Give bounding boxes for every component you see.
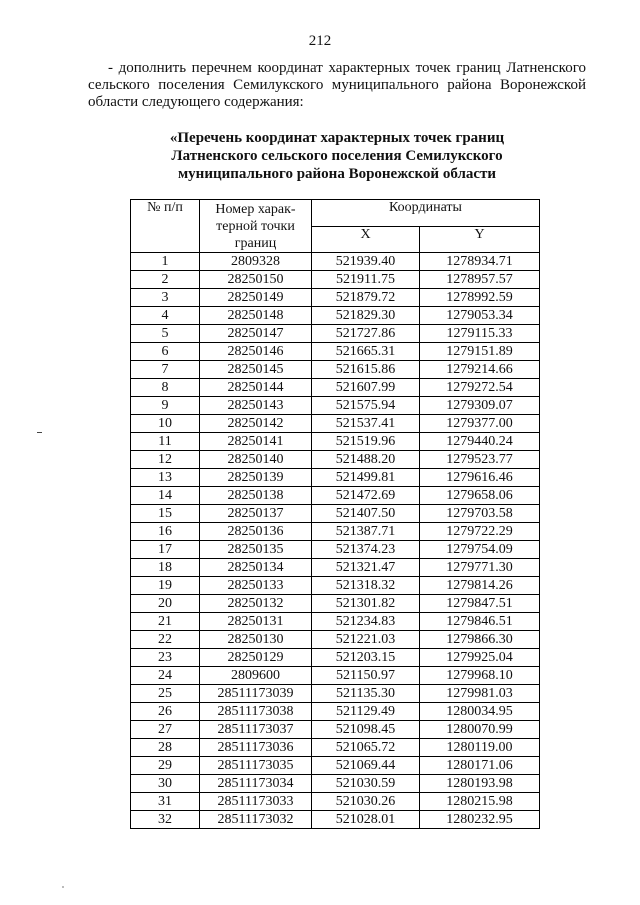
cell-point: 28511173033 bbox=[200, 793, 312, 811]
cell-point: 28511173035 bbox=[200, 757, 312, 775]
cell-x: 521607.99 bbox=[312, 379, 420, 397]
coordinates-table bbox=[130, 199, 540, 829]
cell-y: 1280034.95 bbox=[420, 703, 540, 721]
cell-num: 10 bbox=[131, 415, 200, 433]
table-row bbox=[131, 253, 540, 271]
cell-point: 28250141 bbox=[200, 433, 312, 451]
document-title bbox=[88, 129, 586, 183]
table-row bbox=[131, 595, 540, 613]
cell-y: 1279722.29 bbox=[420, 523, 540, 541]
cell-point: 28250135 bbox=[200, 541, 312, 559]
header-point: Номер характерной точки границ bbox=[200, 200, 312, 253]
cell-point: 28250150 bbox=[200, 271, 312, 289]
cell-y: 1279814.26 bbox=[420, 577, 540, 595]
table-row bbox=[131, 325, 540, 343]
cell-num: 14 bbox=[131, 487, 200, 505]
cell-point: 28511173032 bbox=[200, 811, 312, 829]
cell-num: 18 bbox=[131, 559, 200, 577]
cell-point: 28511173037 bbox=[200, 721, 312, 739]
cell-y: 1279440.24 bbox=[420, 433, 540, 451]
cell-num: 11 bbox=[131, 433, 200, 451]
cell-num: 20 bbox=[131, 595, 200, 613]
cell-x: 521221.03 bbox=[312, 631, 420, 649]
table-row bbox=[131, 451, 540, 469]
cell-num: 27 bbox=[131, 721, 200, 739]
cell-num: 23 bbox=[131, 649, 200, 667]
table-row bbox=[131, 523, 540, 541]
cell-point: 28511173036 bbox=[200, 739, 312, 757]
table-row bbox=[131, 343, 540, 361]
cell-point: 28250145 bbox=[200, 361, 312, 379]
cell-point: 28250147 bbox=[200, 325, 312, 343]
cell-num: 9 bbox=[131, 397, 200, 415]
cell-point: 28250134 bbox=[200, 559, 312, 577]
cell-x: 521318.32 bbox=[312, 577, 420, 595]
table-row bbox=[131, 379, 540, 397]
cell-x: 521030.59 bbox=[312, 775, 420, 793]
cell-y: 1280215.98 bbox=[420, 793, 540, 811]
cell-x: 521488.20 bbox=[312, 451, 420, 469]
cell-point: 28250144 bbox=[200, 379, 312, 397]
cell-x: 521301.82 bbox=[312, 595, 420, 613]
cell-x: 521129.49 bbox=[312, 703, 420, 721]
cell-y: 1279968.10 bbox=[420, 667, 540, 685]
cell-x: 521321.47 bbox=[312, 559, 420, 577]
cell-x: 521615.86 bbox=[312, 361, 420, 379]
table-row bbox=[131, 307, 540, 325]
header-y: Y bbox=[420, 226, 540, 253]
cell-num: 30 bbox=[131, 775, 200, 793]
cell-x: 521879.72 bbox=[312, 289, 420, 307]
table-body bbox=[131, 253, 540, 829]
cell-num: 1 bbox=[131, 253, 200, 271]
table-row bbox=[131, 757, 540, 775]
title-line-3: муниципального района Воронежской области bbox=[177, 166, 497, 182]
cell-point: 28511173039 bbox=[200, 685, 312, 703]
table-row bbox=[131, 433, 540, 451]
cell-point: 28250143 bbox=[200, 397, 312, 415]
cell-point: 2809328 bbox=[200, 253, 312, 271]
table-row bbox=[131, 469, 540, 487]
cell-y: 1279272.54 bbox=[420, 379, 540, 397]
cell-num: 8 bbox=[131, 379, 200, 397]
cell-y: 1279523.77 bbox=[420, 451, 540, 469]
cell-x: 521203.15 bbox=[312, 649, 420, 667]
cell-x: 521028.01 bbox=[312, 811, 420, 829]
cell-point: 28250130 bbox=[200, 631, 312, 649]
cell-y: 1278934.71 bbox=[420, 253, 540, 271]
cell-point: 28250140 bbox=[200, 451, 312, 469]
cell-point: 28250136 bbox=[200, 523, 312, 541]
cell-num: 5 bbox=[131, 325, 200, 343]
cell-x: 521135.30 bbox=[312, 685, 420, 703]
table-row bbox=[131, 703, 540, 721]
cell-x: 521575.94 bbox=[312, 397, 420, 415]
cell-y: 1279377.00 bbox=[420, 415, 540, 433]
cell-y: 1280070.99 bbox=[420, 721, 540, 739]
table-row bbox=[131, 541, 540, 559]
cell-y: 1279703.58 bbox=[420, 505, 540, 523]
table-row bbox=[131, 739, 540, 757]
cell-point: 28511173038 bbox=[200, 703, 312, 721]
title-line-1: «Перечень координат характерных точек границ bbox=[169, 130, 505, 146]
cell-y: 1278992.59 bbox=[420, 289, 540, 307]
cell-num: 24 bbox=[131, 667, 200, 685]
cell-point: 28250139 bbox=[200, 469, 312, 487]
cell-x: 521374.23 bbox=[312, 541, 420, 559]
cell-x: 521829.30 bbox=[312, 307, 420, 325]
cell-y: 1279309.07 bbox=[420, 397, 540, 415]
cell-point: 2809600 bbox=[200, 667, 312, 685]
cell-num: 15 bbox=[131, 505, 200, 523]
cell-num: 21 bbox=[131, 613, 200, 631]
cell-y: 1279771.30 bbox=[420, 559, 540, 577]
cell-num: 7 bbox=[131, 361, 200, 379]
cell-y: 1279754.09 bbox=[420, 541, 540, 559]
table-row bbox=[131, 793, 540, 811]
table-row bbox=[131, 667, 540, 685]
table-row bbox=[131, 559, 540, 577]
cell-y: 1280171.06 bbox=[420, 757, 540, 775]
cell-x: 521472.69 bbox=[312, 487, 420, 505]
cell-y: 1280119.00 bbox=[420, 739, 540, 757]
table-row bbox=[131, 361, 540, 379]
cell-x: 521911.75 bbox=[312, 271, 420, 289]
cell-y: 1279616.46 bbox=[420, 469, 540, 487]
cell-point: 28250148 bbox=[200, 307, 312, 325]
table-row bbox=[131, 505, 540, 523]
cell-x: 521519.96 bbox=[312, 433, 420, 451]
cell-num: 25 bbox=[131, 685, 200, 703]
cell-x: 521234.83 bbox=[312, 613, 420, 631]
cell-x: 521098.45 bbox=[312, 721, 420, 739]
table-row bbox=[131, 613, 540, 631]
cell-x: 521069.44 bbox=[312, 757, 420, 775]
cell-y: 1279981.03 bbox=[420, 685, 540, 703]
cell-point: 28250133 bbox=[200, 577, 312, 595]
cell-num: 6 bbox=[131, 343, 200, 361]
cell-y: 1280193.98 bbox=[420, 775, 540, 793]
table-row bbox=[131, 685, 540, 703]
cell-point: 28250146 bbox=[200, 343, 312, 361]
cell-num: 22 bbox=[131, 631, 200, 649]
cell-point: 28250138 bbox=[200, 487, 312, 505]
cell-point: 28250129 bbox=[200, 649, 312, 667]
page-number: 212 bbox=[308, 33, 332, 49]
header-num: № п/п bbox=[131, 200, 200, 253]
margin-mark bbox=[37, 432, 42, 433]
cell-y: 1280232.95 bbox=[420, 811, 540, 829]
cell-y: 1279214.66 bbox=[420, 361, 540, 379]
title-line-2: Латненского сельского поселения Семилукского bbox=[171, 148, 503, 164]
cell-y: 1279151.89 bbox=[420, 343, 540, 361]
table-row bbox=[131, 721, 540, 739]
cell-num: 4 bbox=[131, 307, 200, 325]
cell-num: 29 bbox=[131, 757, 200, 775]
cell-point: 28250142 bbox=[200, 415, 312, 433]
cell-y: 1279866.30 bbox=[420, 631, 540, 649]
table-row bbox=[131, 415, 540, 433]
cell-x: 521065.72 bbox=[312, 739, 420, 757]
cell-x: 521727.86 bbox=[312, 325, 420, 343]
cell-num: 26 bbox=[131, 703, 200, 721]
cell-num: 13 bbox=[131, 469, 200, 487]
cell-y: 1279847.51 bbox=[420, 595, 540, 613]
table-row bbox=[131, 289, 540, 307]
cell-num: 31 bbox=[131, 793, 200, 811]
cell-x: 521387.71 bbox=[312, 523, 420, 541]
table-row bbox=[131, 487, 540, 505]
header-x: X bbox=[312, 226, 420, 253]
cell-y: 1279846.51 bbox=[420, 613, 540, 631]
cell-y: 1279925.04 bbox=[420, 649, 540, 667]
table-row bbox=[131, 271, 540, 289]
cell-x: 521030.26 bbox=[312, 793, 420, 811]
header-coords: Координаты bbox=[312, 200, 540, 227]
cell-y: 1279053.34 bbox=[420, 307, 540, 325]
cell-x: 521939.40 bbox=[312, 253, 420, 271]
cell-num: 19 bbox=[131, 577, 200, 595]
cell-y: 1279115.33 bbox=[420, 325, 540, 343]
cell-num: 28 bbox=[131, 739, 200, 757]
cell-point: 28250137 bbox=[200, 505, 312, 523]
cell-x: 521499.81 bbox=[312, 469, 420, 487]
table-row bbox=[131, 631, 540, 649]
intro-paragraph: - дополнить перечнем координат характерных точек границ Латненского сельского поселения Семилукского муниципального района Воронежской области следующего содержания: bbox=[88, 60, 586, 110]
cell-x: 521537.41 bbox=[312, 415, 420, 433]
cell-num: 12 bbox=[131, 451, 200, 469]
scan-speck bbox=[62, 886, 64, 888]
cell-num: 2 bbox=[131, 271, 200, 289]
cell-point: 28250132 bbox=[200, 595, 312, 613]
cell-num: 16 bbox=[131, 523, 200, 541]
cell-num: 17 bbox=[131, 541, 200, 559]
cell-point: 28250131 bbox=[200, 613, 312, 631]
cell-y: 1278957.57 bbox=[420, 271, 540, 289]
table-row bbox=[131, 811, 540, 829]
cell-point: 28511173034 bbox=[200, 775, 312, 793]
cell-num: 32 bbox=[131, 811, 200, 829]
table-row bbox=[131, 397, 540, 415]
table-row bbox=[131, 649, 540, 667]
cell-num: 3 bbox=[131, 289, 200, 307]
cell-y: 1279658.06 bbox=[420, 487, 540, 505]
cell-x: 521665.31 bbox=[312, 343, 420, 361]
table-row bbox=[131, 577, 540, 595]
cell-x: 521150.97 bbox=[312, 667, 420, 685]
cell-point: 28250149 bbox=[200, 289, 312, 307]
table-row bbox=[131, 775, 540, 793]
cell-x: 521407.50 bbox=[312, 505, 420, 523]
